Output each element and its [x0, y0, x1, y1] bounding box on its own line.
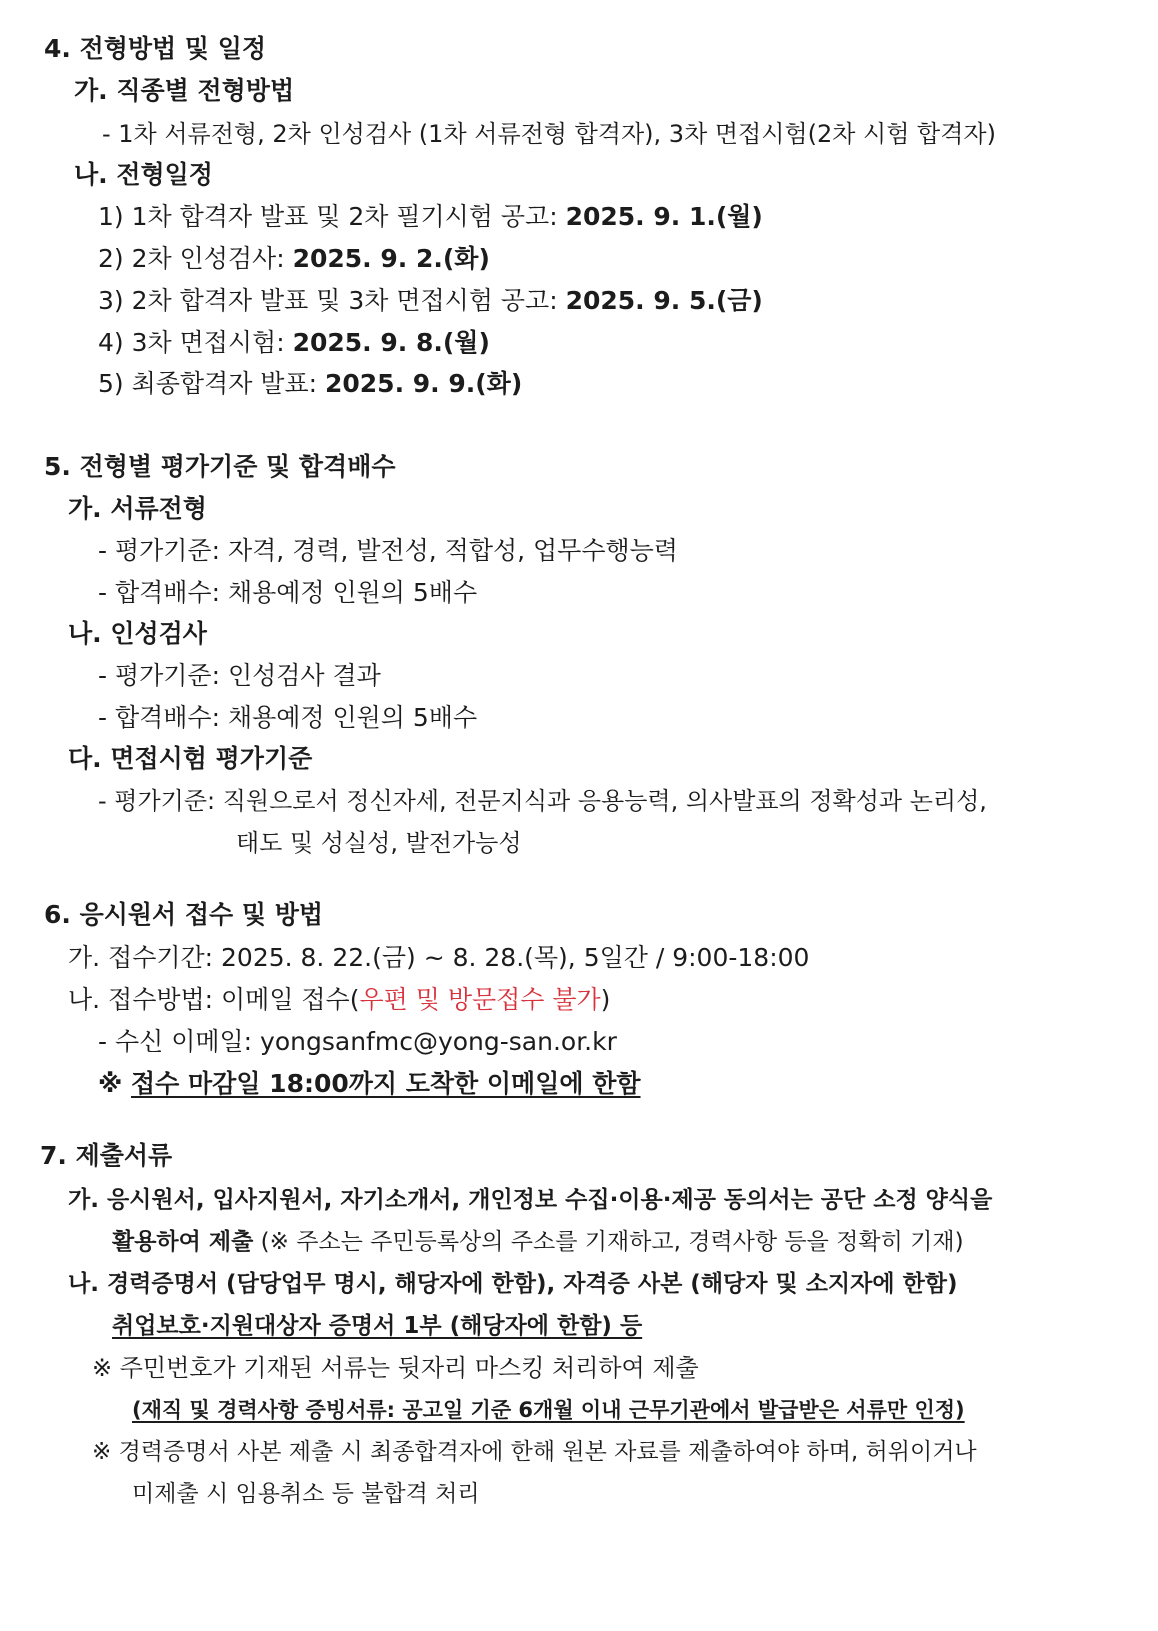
section-5-a-item: - 평가기준: 자격, 경력, 발전성, 적합성, 업무수행능력 [98, 536, 678, 565]
email-address: yongsanfmc@yong-san.or.kr [260, 1027, 617, 1056]
section-7-b: 나. 경력증명서 (담당업무 명시, 해당자에 한함), 자격증 사본 (해당자 및 소지자에 한함) [68, 1271, 958, 1297]
section-7-a: 가. 응시원서, 입사지원서, 자기소개서, 개인정보 수집·이용·제공 동의서는 공단 소정 양식을 [68, 1187, 993, 1213]
schedule-item [98, 326, 490, 360]
section-5-b-title: 나. 인성검사 [68, 619, 207, 648]
schedule-item [98, 284, 763, 318]
schedule-label: 1) 1차 합격자 발표 및 2차 필기시험 공고: [98, 202, 566, 231]
section-6-b [68, 983, 610, 1017]
schedule-date: 2025. 9. 1.(월) [565, 202, 763, 231]
section-4-b-title: 나. 전형일정 [74, 160, 213, 189]
email-label: - 수신 이메일: [98, 1027, 261, 1056]
section-7-a-cont [112, 1225, 964, 1259]
section-5-a-item: - 합격배수: 채용예정 인원의 5배수 [98, 578, 478, 607]
schedule-label: 3) 2차 합격자 발표 및 3차 면접시험 공고: [98, 286, 566, 315]
schedule-label: 5) 최종합격자 발표: [98, 369, 325, 398]
section-7-title: 7. 제출서류 [40, 1141, 173, 1170]
schedule-label: 4) 3차 면접시험: [98, 328, 293, 357]
schedule-item [98, 200, 763, 234]
section-5-a-title: 가. 서류전형 [68, 494, 207, 523]
deadline-note [98, 1067, 641, 1101]
section-7-b-cont: 취업보호·지원대상자 증명서 1부 (해당자에 한함) 등 [112, 1313, 643, 1339]
section-7-note-2-cont: 미제출 시 임용취소 등 불합격 처리 [132, 1481, 480, 1507]
section-5-title: 5. 전형별 평가기준 및 합격배수 [44, 452, 396, 481]
schedule-item [98, 242, 490, 276]
section-5-c-title: 다. 면접시험 평가기준 [68, 744, 313, 773]
section-5-c-item-cont: 태도 및 성실성, 발전가능성 [236, 829, 522, 857]
section-6-b-suffix: ) [600, 985, 611, 1014]
section-6-b-red: 우편 및 방문접수 불가 [359, 985, 601, 1014]
section-4-a-item: - 1차 서류전형, 2차 인성검사 (1차 서류전형 합격자), 3차 면접시험(2차 시험 합격자) [102, 120, 996, 148]
schedule-date: 2025. 9. 2.(화) [292, 244, 490, 273]
section-7-note-1-cont: (재직 및 경력사항 증빙서류: 공고일 기준 6개월 이내 근무기관에서 발급받은 서류만 인정) [132, 1398, 965, 1422]
section-6-a: 가. 접수기간: 2025. 8. 22.(금) ~ 8. 28.(목), 5일간 / 9:00-18:00 [68, 943, 810, 972]
schedule-item [98, 367, 522, 401]
deadline-note-text: 접수 마감일 18:00까지 도착한 이메일에 한함 [131, 1069, 641, 1098]
section-7-note-1: ※ 주민번호가 기재된 서류는 뒷자리 마스킹 처리하여 제출 [92, 1354, 699, 1382]
section-7-note-2: ※ 경력증명서 사본 제출 시 최종합격자에 한해 원본 자료를 제출하여야 하며, 허위이거나 [92, 1439, 977, 1465]
schedule-date: 2025. 9. 9.(화) [324, 369, 523, 398]
section-5-b-item: - 평가기준: 인성검사 결과 [98, 661, 381, 690]
schedule-date: 2025. 9. 5.(금) [565, 286, 763, 315]
section-4-title: 4. 전형방법 및 일정 [44, 34, 267, 63]
section-5-c-item: - 평가기준: 직원으로서 정신자세, 전문지식과 응용능력, 의사발표의 정확성과 논리성, [98, 787, 987, 815]
section-6-b-prefix: 나. 접수방법: 이메일 접수( [68, 985, 360, 1014]
section-6-title: 6. 응시원서 접수 및 방법 [44, 900, 324, 929]
note-mark: ※ [98, 1069, 132, 1098]
section-4-a-title: 가. 직종별 전형방법 [74, 76, 295, 105]
section-7-a-bold: 활용하여 제출 [112, 1229, 254, 1255]
section-7-a-rest: (※ 주소는 주민등록상의 주소를 기재하고, 경력사항 등을 정확히 기재) [253, 1229, 964, 1255]
schedule-date: 2025. 9. 8.(월) [292, 328, 490, 357]
schedule-label: 2) 2차 인성검사: [98, 244, 293, 273]
section-5-b-item: - 합격배수: 채용예정 인원의 5배수 [98, 703, 478, 732]
email-line [98, 1025, 617, 1059]
